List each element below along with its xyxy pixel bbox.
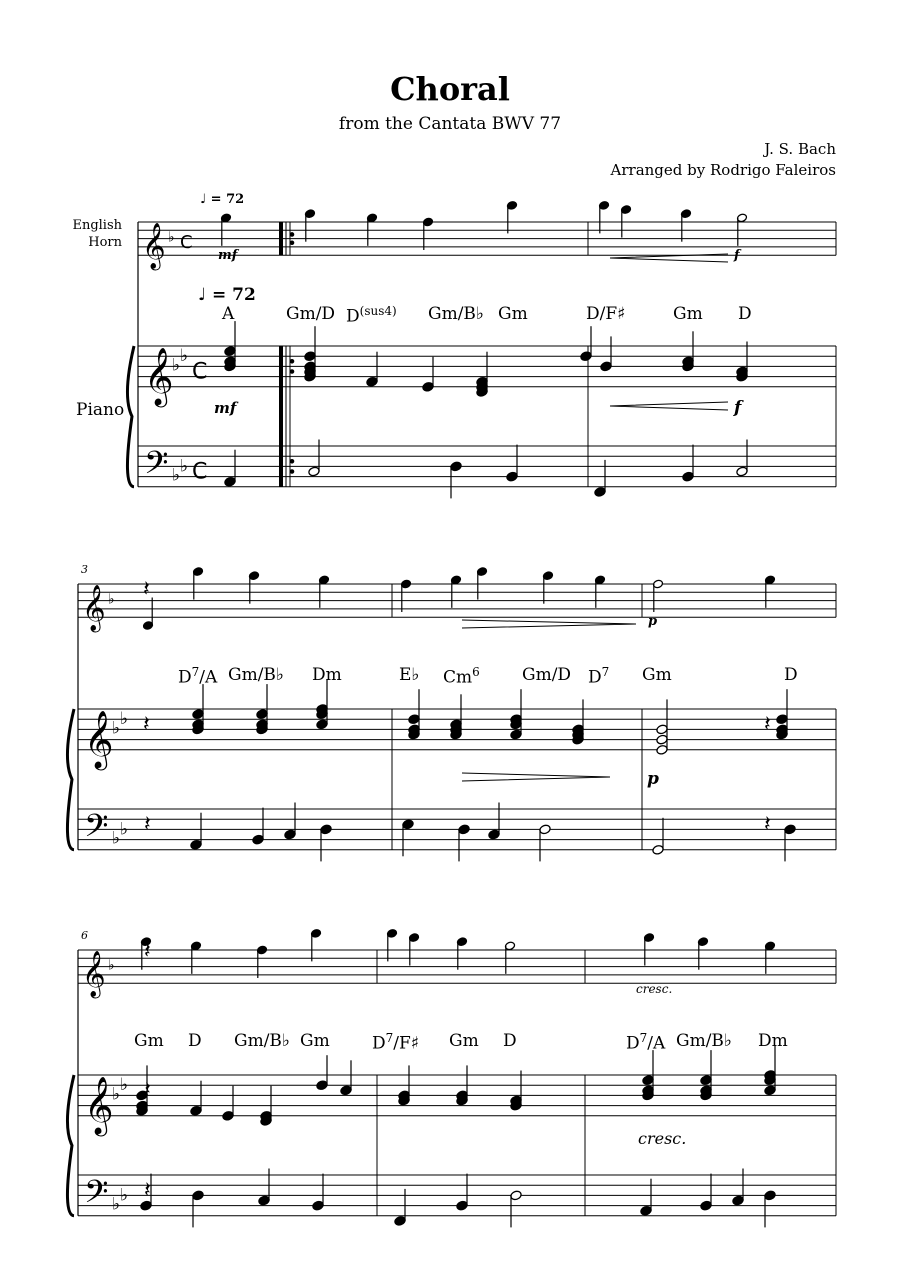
- piano-brace: [127, 346, 134, 487]
- dynamic-mf: mf: [218, 248, 238, 263]
- treble-clef-icon: 𝄞: [84, 709, 114, 768]
- notehead: [340, 1085, 352, 1096]
- chord-symbol: Gm/B♭: [228, 665, 284, 685]
- chord-symbol: A: [222, 304, 235, 324]
- notehead: [192, 709, 204, 720]
- notehead: [320, 824, 332, 835]
- flat-icon: ♭: [172, 465, 181, 486]
- chord-symbol: D: [503, 1031, 517, 1051]
- chord-symbol: $D^7$: [588, 665, 610, 688]
- chord-symbol: Gm/D: [286, 304, 336, 324]
- notehead: [456, 1200, 468, 1211]
- notehead: [408, 714, 420, 725]
- notehead: [656, 744, 668, 755]
- quarter-rest-icon: 𝄽: [144, 812, 151, 837]
- chord-symbol: D: [188, 1031, 202, 1051]
- chord-symbol: $D^7/F♯$: [372, 1031, 420, 1054]
- flat-icon: ♭: [180, 456, 189, 477]
- notehead: [316, 719, 328, 730]
- notehead: [394, 1215, 406, 1226]
- notehead: [458, 824, 470, 835]
- notehead: [224, 346, 236, 357]
- notehead: [652, 844, 664, 855]
- notehead: [312, 1200, 324, 1211]
- notehead: [776, 714, 788, 725]
- notehead: [190, 839, 202, 850]
- quarter-rest-icon: 𝄽: [143, 712, 150, 737]
- chord-symbol: Gm: [498, 304, 528, 324]
- notehead: [256, 709, 268, 720]
- chord-symbol: $D^7/A$: [626, 1031, 666, 1054]
- notehead: [539, 824, 551, 835]
- notehead: [222, 1110, 234, 1121]
- notehead: [192, 1190, 204, 1201]
- measure-number: 6: [81, 929, 88, 942]
- notehead: [640, 1205, 652, 1216]
- chord-symbol: $D^7/A$: [178, 665, 218, 688]
- notehead: [656, 734, 668, 745]
- quarter-note-icon: ♩: [200, 192, 207, 207]
- notehead: [506, 471, 518, 482]
- chord-symbol: Dm: [758, 1031, 788, 1051]
- score-subtitle: from the Cantata BWV 77: [338, 114, 562, 134]
- chord-symbol: D/F♯: [586, 304, 626, 324]
- notehead: [736, 466, 748, 477]
- chord-symbol: D: [738, 304, 752, 324]
- flat-icon: ♭: [120, 819, 129, 840]
- cresc-marking: cresc.: [638, 1129, 687, 1148]
- notehead: [258, 1195, 270, 1206]
- notehead: [656, 724, 668, 735]
- flat-icon: ♭: [172, 355, 181, 376]
- chord-symbol: Gm/B♭: [676, 1031, 732, 1051]
- quarter-rest-icon: 𝄽: [144, 1078, 151, 1103]
- flat-icon: ♭: [180, 346, 189, 367]
- measure-number: 3: [81, 563, 88, 576]
- chord-symbol: D: [784, 665, 798, 685]
- treble-clef-icon: 𝄞: [82, 951, 106, 998]
- chord-symbol: Gm/B♭: [234, 1031, 290, 1051]
- notehead: [284, 829, 296, 840]
- notehead: [700, 1075, 712, 1086]
- bass-clef-icon: 𝄢: [144, 444, 169, 489]
- bass-clef-icon: 𝄢: [84, 807, 109, 852]
- chord-symbol: Gm/B♭: [428, 304, 484, 324]
- hairpin-cresc: [610, 402, 728, 410]
- notehead: [682, 471, 694, 482]
- flat-icon: ♭: [120, 709, 129, 730]
- quarter-rest-icon: 𝄽: [764, 812, 771, 837]
- notehead: [764, 1085, 776, 1096]
- chord-symbol: $D^{(sus4)}$: [346, 304, 397, 327]
- bass-clef-icon: 𝄢: [84, 1173, 109, 1218]
- notehead: [642, 1075, 654, 1086]
- flat-icon: ♭: [112, 828, 121, 849]
- notehead: [190, 1105, 202, 1116]
- quarter-rest-icon: 𝄽: [764, 712, 771, 737]
- notehead: [224, 476, 236, 487]
- notehead: [422, 381, 434, 392]
- arranger: Arranged by Rodrigo Faleiros: [610, 161, 836, 179]
- flat-icon: ♭: [108, 957, 115, 974]
- quarter-rest-icon: 𝄽: [144, 939, 151, 964]
- notehead: [316, 1080, 328, 1091]
- repeat-dot: [290, 470, 294, 474]
- chord-symbol: Gm/D: [522, 665, 572, 685]
- treble-clef-icon: 𝄞: [84, 1075, 114, 1134]
- flat-icon: ♭: [112, 1084, 121, 1105]
- notehead: [450, 461, 462, 472]
- quarter-note-icon: ♩: [198, 285, 207, 305]
- cresc-marking: cresc.: [636, 982, 673, 996]
- flat-icon: ♭: [112, 718, 121, 739]
- hairpin-dim: [462, 773, 610, 781]
- notehead: [488, 829, 500, 840]
- tempo-mark-horn: ♩ = 72: [200, 192, 245, 207]
- hairpin-dim: [462, 620, 636, 628]
- notehead: [764, 1190, 776, 1201]
- chord-symbol: Cm$^6$: [443, 665, 480, 688]
- chord-symbol: Gm: [673, 304, 703, 324]
- flat-icon: ♭: [108, 591, 115, 608]
- repeat-dot: [290, 241, 294, 245]
- treble-clef-icon: 𝄞: [144, 346, 174, 405]
- piano-label: Piano: [76, 400, 125, 420]
- chord-symbol: Gm: [300, 1031, 330, 1051]
- chord-symbol: Gm: [449, 1031, 479, 1051]
- chord-symbol: Dm: [312, 665, 342, 685]
- notehead: [784, 824, 796, 835]
- time-signature-icon: C: [192, 359, 208, 385]
- chord-symbol: Gm: [134, 1031, 164, 1051]
- quarter-rest-icon: 𝄽: [143, 577, 150, 602]
- english-horn-label: English Horn: [72, 218, 122, 250]
- notehead: [252, 834, 264, 845]
- time-signature-icon: C: [192, 459, 208, 485]
- flat-icon: ♭: [120, 1075, 129, 1096]
- chord-symbol: E♭: [399, 665, 420, 685]
- dynamic-mf: mf: [214, 399, 237, 417]
- repeat-dot: [290, 460, 294, 464]
- notehead: [308, 466, 320, 477]
- chord-symbol: Gm: [642, 665, 672, 685]
- time-signature-icon: C: [180, 231, 193, 253]
- repeat-dot: [290, 360, 294, 364]
- notehead: [304, 351, 316, 362]
- dynamic-p: p: [647, 769, 659, 789]
- dynamic-p: p: [648, 614, 658, 629]
- flat-icon: ♭: [120, 1185, 129, 1206]
- piano-brace: [67, 1075, 74, 1216]
- repeat-dot: [290, 233, 294, 237]
- notehead: [510, 1190, 522, 1201]
- piano-brace: [67, 709, 74, 850]
- quarter-rest-icon: 𝄽: [144, 1178, 151, 1203]
- dynamic-f: f: [734, 398, 742, 418]
- notehead: [402, 819, 414, 830]
- flat-icon: ♭: [168, 229, 175, 246]
- notehead: [732, 1195, 744, 1206]
- repeat-dot: [290, 370, 294, 374]
- notehead: [594, 486, 606, 497]
- score-title: Choral: [390, 70, 510, 108]
- tempo-mark-piano: ♩ = 72: [198, 285, 256, 305]
- notehead: [366, 376, 378, 387]
- flat-icon: ♭: [112, 1194, 121, 1215]
- dynamic-f: f: [734, 248, 740, 263]
- notehead: [600, 361, 612, 372]
- treble-clef-icon: 𝄞: [142, 223, 166, 270]
- composer: J. S. Bach: [764, 140, 836, 158]
- treble-clef-icon: 𝄞: [82, 585, 106, 632]
- notehead: [700, 1200, 712, 1211]
- notehead: [510, 729, 522, 740]
- notehead: [580, 351, 592, 362]
